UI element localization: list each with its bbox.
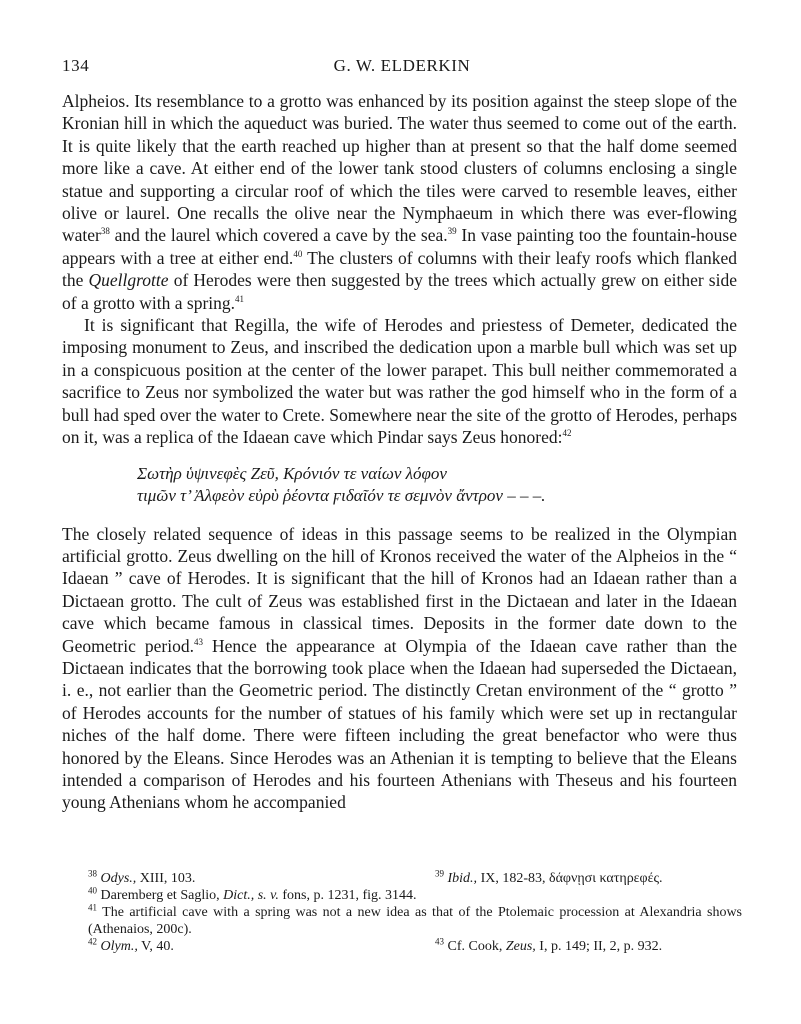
footnote-42 — [88, 938, 174, 955]
text-run: The closely related sequence of ideas in this passage seems to be realized in the Olympian artificial grotto. Zeus dwelling on the hill of Kronos received the water of the Alpheios in the “ Idaean ” cave of Herodes. It is significant that the hill of Kronos had an Idaean rather than a Dictaean grotto. The cult of Zeus was established first in the Dictaean and later in the Idaean cave which became famous in classical times. Deposits in the former date down to the Geometric period. — [62, 523, 737, 656]
greek-quotation — [62, 463, 737, 507]
text-run: It is significant that Regilla, the wife of Herodes and priestess of Demeter, dedicated the imposing monument to Zeus, and inscribed the dedication upon a marble bull which was set up in a conspicuous position at the center of the lower parapet. This bull neither commemorated a sacrifice to Zeus nor symbolized the water but was rather the god himself who in the form of a bull had sped over the water to Crete. Somewhere near the site of the grotto of Herodes, perhaps on it, was a replica of the Idaean cave which Pindar says Zeus honored: — [62, 315, 737, 448]
footnote-row — [62, 887, 742, 904]
footnote-text: Cf. Cook, — [447, 939, 506, 954]
footnote-40 — [88, 887, 417, 904]
footnote-text: The artificial cave with a spring was not a new idea as that of the Ptolemaic procession at Alexandria shows (Athenaios, 200c). — [88, 905, 742, 937]
footnote-text: IX, 182-83, δάφνῃσι κατηρεφές. — [477, 871, 663, 886]
footnote-38 — [88, 870, 195, 887]
footnote-text: Daremberg et Saglio, — [100, 888, 224, 903]
footnote-row — [62, 870, 742, 887]
footnote-text: V, 40. — [137, 939, 174, 954]
footnote-39 — [435, 870, 663, 887]
footnote-number: 43 — [435, 936, 444, 947]
footnote-text: XIII, 103. — [136, 871, 196, 886]
text-run: In vase painting too the fountain-house appears with a tree at either end. — [62, 225, 737, 268]
text-run: of Herodes were then suggested by the trees which actually grew on either side of a grotto with a spring. — [62, 270, 737, 313]
footnote-ref: 40 — [293, 249, 303, 260]
footnote-italic: Ibid., — [447, 871, 478, 886]
italic-term: Quellgrotte — [88, 270, 169, 291]
footnote-ref: 39 — [447, 226, 457, 237]
footnote-number: 41 — [88, 902, 97, 913]
footnote-italic: Odys., — [100, 871, 137, 886]
footnote-number: 42 — [88, 936, 97, 947]
footnote-number: 40 — [88, 885, 97, 896]
footnotes — [62, 870, 742, 955]
footnote-43 — [435, 938, 662, 955]
footnote-row — [62, 938, 742, 955]
paragraph-2 — [62, 314, 737, 448]
footnote-ref: 38 — [100, 226, 110, 237]
quote-line-2: τιμῶν τ’ Ἀλφεὸν εὐρὺ ῥέοντα ϝιδαῖόν τε σεμνὸν ἄντρον – – –. — [137, 485, 546, 505]
footnote-ref: 42 — [562, 428, 572, 439]
page-number: 134 — [62, 56, 90, 75]
paragraph-1 — [62, 90, 737, 314]
footnote-text: I, p. 149; II, 2, p. 932. — [535, 939, 663, 954]
quote-line-1: Σωτὴρ ὑψινεφὲς Ζεῦ, Κρόνιόν τε ναίων λόφον — [137, 463, 447, 483]
footnote-ref: 43 — [193, 636, 203, 647]
text-run: and the laurel which covered a cave by the sea. — [109, 225, 448, 246]
footnote-41 — [62, 904, 742, 938]
footnote-italic: Zeus, — [505, 939, 536, 954]
footnote-number: 38 — [88, 868, 97, 879]
footnote-italic: Olym., — [100, 939, 138, 954]
footnote-italic: Dict., s. v. — [223, 888, 279, 903]
text-run: Hence the appearance at Olympia of the Idaean cave rather than the Dictaean indicates that the borrowing took place when the Idaean had superseded the Dictaean, i. e., not earlier than the Geometric period. The distinctly Cretan environment of the “ grotto ” of Herodes accounts for the number of statues of his family which were set up in rectangular niches of the half dome. There were fifteen including the great benefactor who were thus honored by the Eleans. Since Herodes was an Athenian it is tempting to believe that the Eleans intended a comparison of Herodes and his fourteen Athenians with Theseus and his fourteen young Athenians whom he accompanied — [62, 635, 738, 813]
running-head: G. W. ELDERKIN — [333, 56, 471, 75]
footnote-text: fons, p. 1231, fig. 3144. — [278, 888, 417, 903]
text-run: Alpheios. Its resemblance to a grotto was enhanced by its position against the steep slope of the Kronian hill in which the aqueduct was buried. The water thus seemed to come out of the earth. It is quite likely that the earth reached up higher than at present so that the half dome seemed more like a cave. At either end of the lower tank stood clusters of columns enclosing a single statue and supporting a circular roof of which the tiles were carved to resemble leaves, either olive or laurel. One recalls the olive near the Nymphaeum in which there was ever-flowing water — [62, 91, 737, 246]
paragraph-3 — [62, 523, 737, 814]
footnote-number: 39 — [435, 868, 444, 879]
main-text — [62, 90, 737, 814]
text-run: The clusters of columns with their leafy roofs which flanked the — [62, 247, 737, 291]
footnote-ref: 41 — [235, 293, 245, 304]
